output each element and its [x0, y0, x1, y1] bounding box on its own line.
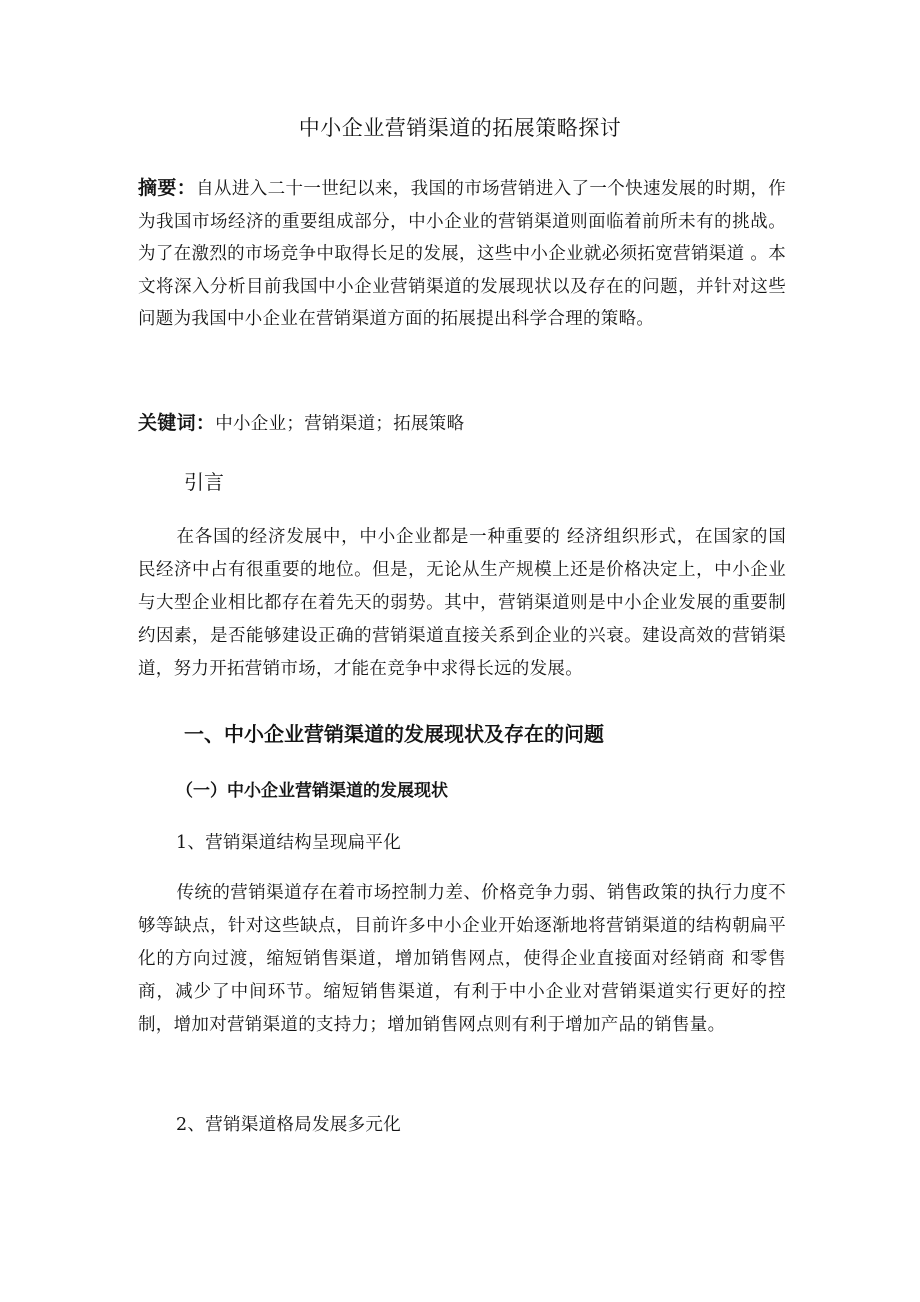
- abstract-text: 自从进入二十一世纪以来，我国的市场营销进入了一个快速发展的时期，作为我国市场经济的重要组成部分，中小企业的营销渠道则面临着前所未有的挑战。为了在激烈的市场竞争中取得长足的发展，这些中小企业就必须拓宽营销渠道 。本文将深入分析目前我国中小企业营销渠道的发展现状以及存在的问题，并针对这些问题为我国中小企业在营销渠道方面的拓展提出科学合理的策略。: [138, 179, 786, 329]
- intro-paragraph: 在各国的经济发展中，中小企业都是一种重要的 经济组织形式，在国家的国民经济中占有很重要的地位。但是，无论从生产规模上还是价格决定上，中小企业与大型企业相比都存在着先天的弱势。其中，营销渠道则是中小企业发展的重要制约因素，是否能够建设正确的营销渠道直接关系到企业的兴衰。建设高效的营销渠道，努力开拓营销市场，才能在竞争中求得长远的发展。: [138, 527, 786, 679]
- item1-heading: 1、营销渠道结构呈现扁平化: [176, 833, 402, 853]
- item1-paragraph: 传统的营销渠道存在着市场控制力差、价格竞争力弱、销售政策的执行力度不够等缺点，针对这些缺点，目前许多中小企业开始逐渐地将营销渠道的结构朝扁平化的方向过渡，缩短销售渠道，增加销售网点，使得企业直接面对经销商 和零售商，减少了中间环节。缩短销售渠道，有利于中小企业对营销渠道实行更好的控制，增加对营销渠道的支持力；增加销售网点则有利于增加产品的销售量。: [138, 883, 786, 1035]
- keywords-label: 关键词：: [138, 412, 216, 434]
- document-title: 中小企业营销渠道的拓展策略探讨: [298, 116, 622, 140]
- subsection-heading: （一）中小企业营销渠道的发展现状: [176, 781, 448, 801]
- keywords-text: 中小企业；营销渠道；拓展策略: [215, 414, 465, 434]
- intro-heading: 引言: [184, 470, 224, 494]
- item2-heading: 2、营销渠道格局发展多元化: [176, 1115, 402, 1135]
- section-heading: 一、中小企业营销渠道的发展现状及存在的问题: [184, 722, 604, 746]
- keywords: [138, 408, 464, 435]
- abstract: [138, 172, 786, 336]
- abstract-label: 摘要：: [138, 177, 197, 199]
